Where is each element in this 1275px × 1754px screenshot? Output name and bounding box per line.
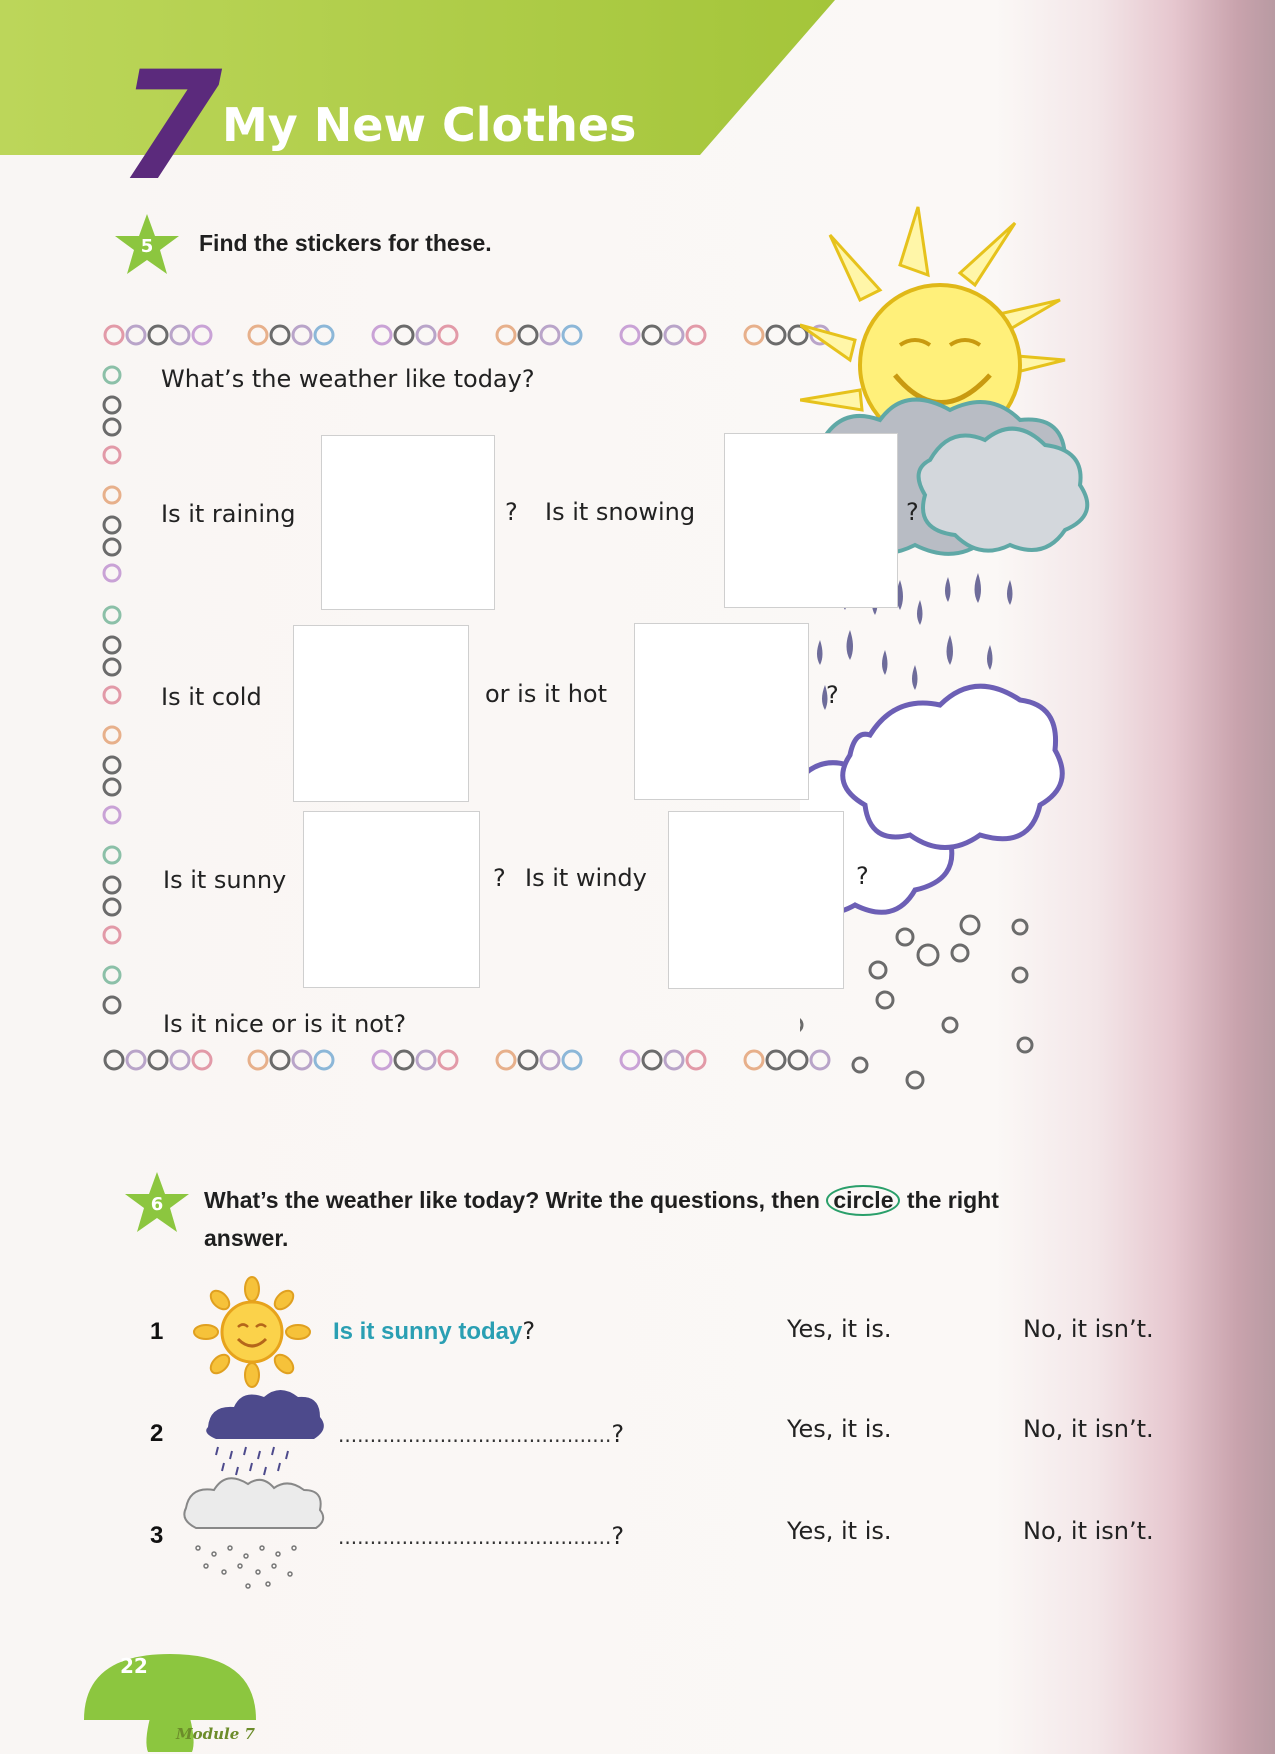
- item-1-yes-answer[interactable]: Yes, it is.: [787, 1315, 892, 1343]
- ex5-row1-qmark-1: ?: [505, 498, 518, 526]
- chapter-number: 7: [118, 40, 223, 214]
- item-1-number: 1: [150, 1318, 164, 1345]
- item-2-yes-answer[interactable]: Yes, it is.: [787, 1415, 892, 1443]
- ex5-row1-raining-label: Is it raining: [161, 500, 296, 528]
- item-2-question-blank[interactable]: ...........................................?: [338, 1420, 625, 1448]
- sticker-box-sunny[interactable]: [303, 811, 480, 988]
- exercise-6-instruction-line1: What’s the weather like today? Write the questions, then circle the right: [204, 1185, 999, 1216]
- exercise-6-instruction-line2: answer.: [204, 1225, 289, 1251]
- sticker-box-snowing[interactable]: [724, 433, 898, 608]
- ex5-row3-windy-label: Is it windy: [525, 864, 647, 892]
- item-1-question: Is it sunny today?: [333, 1317, 536, 1345]
- sticker-box-raining[interactable]: [321, 435, 495, 610]
- ex5-row2-hot-label: or is it hot: [485, 680, 607, 708]
- sticker-box-cold[interactable]: [293, 625, 469, 802]
- ex5-row3-qmark-1: ?: [493, 864, 506, 892]
- module-label: Module 7: [176, 1725, 255, 1743]
- item-2-number: 2: [150, 1420, 164, 1447]
- sun-icon: [192, 1275, 312, 1390]
- item-3-no-answer[interactable]: No, it isn’t.: [1023, 1517, 1154, 1545]
- ex5-row2-qmark: ?: [826, 681, 839, 709]
- ex5-row1-qmark-2: ?: [906, 498, 919, 526]
- ex5-question-weather: What’s the weather like today?: [161, 365, 535, 393]
- page-number: 22: [120, 1654, 148, 1678]
- ex5-row2-cold-label: Is it cold: [161, 683, 262, 711]
- weather-drawings: [800, 195, 1200, 1095]
- exercise-5-number: 5: [140, 236, 154, 257]
- snow-cloud-icon: [178, 1468, 328, 1593]
- ex5-row3-qmark-2: ?: [856, 862, 869, 890]
- ex5-last-line: Is it nice or is it not?: [163, 1010, 407, 1038]
- exercise-5-instruction: Find the stickers for these.: [199, 230, 492, 256]
- item-2-no-answer[interactable]: No, it isn’t.: [1023, 1415, 1154, 1443]
- chapter-title: My New Clothes: [222, 98, 637, 152]
- exercise-6-number: 6: [150, 1194, 164, 1215]
- item-1-no-answer[interactable]: No, it isn’t.: [1023, 1315, 1154, 1343]
- sticker-box-hot[interactable]: [634, 623, 809, 800]
- circled-word: circle: [826, 1185, 900, 1216]
- item-3-number: 3: [150, 1522, 164, 1549]
- item-3-yes-answer[interactable]: Yes, it is.: [787, 1517, 892, 1545]
- rain-cloud-icon: [198, 1385, 328, 1480]
- item-3-question-blank[interactable]: ...........................................?: [338, 1522, 625, 1550]
- ex5-row3-sunny-label: Is it sunny: [163, 866, 287, 894]
- ex5-row1-snowing-label: Is it snowing: [545, 498, 696, 526]
- sticker-box-windy[interactable]: [668, 811, 844, 989]
